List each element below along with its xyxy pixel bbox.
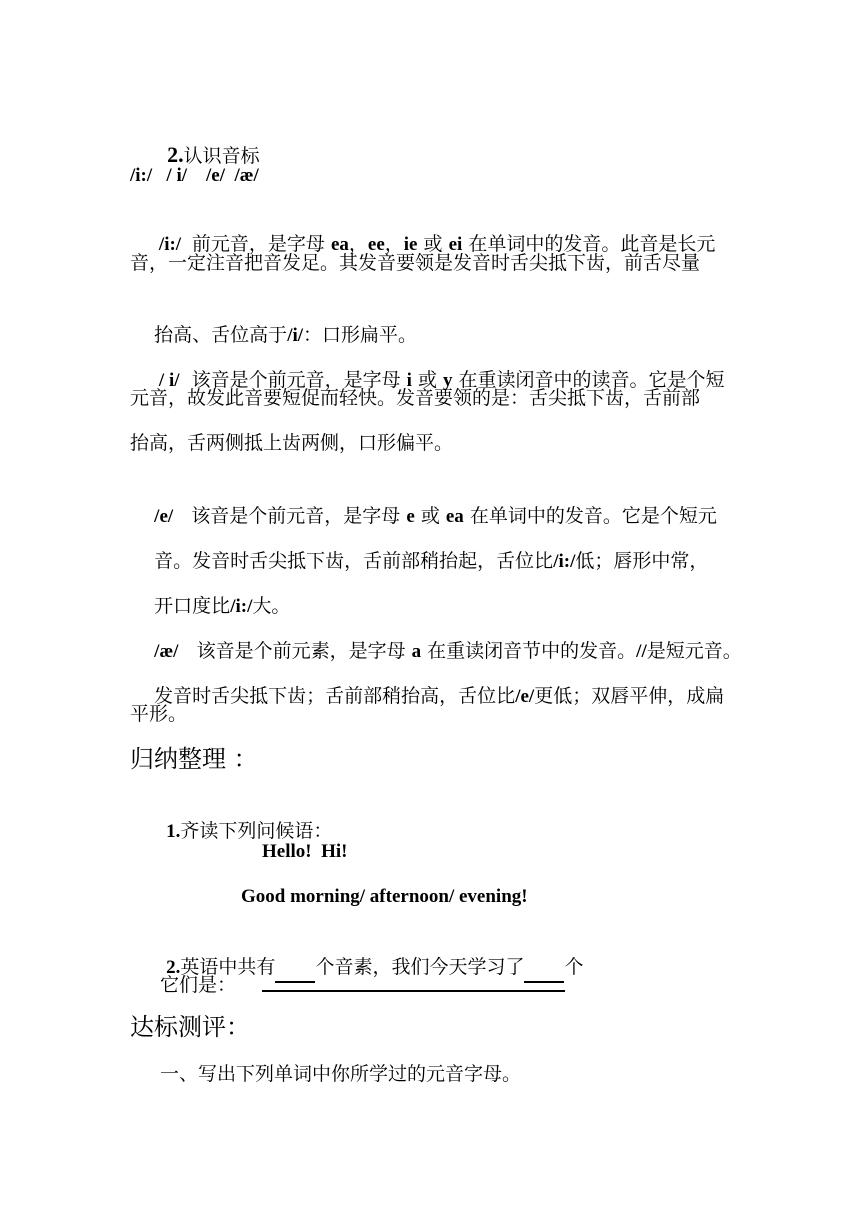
item-text: 齐读下列问候语：	[180, 820, 333, 842]
letter-i: i	[406, 370, 412, 391]
heading-text: 认识音标	[183, 145, 260, 167]
letter-a: a	[411, 641, 422, 662]
text: 更低；双唇平伸，成扁	[534, 685, 725, 707]
para-1-line-2: 音，一定注音把音发足。其发音要领是发音时舌尖抵下齿，前舌尽量	[130, 252, 701, 274]
text: 该音是个前元素，是字母	[178, 640, 412, 662]
symbol-i-long: /i:/	[230, 596, 253, 617]
para-2-line-2: 元音，故发此音要短促而轻快。发音要领的是：舌尖抵下齿，舌前部	[130, 387, 701, 409]
letters-ie: ie	[403, 234, 418, 255]
text: ，	[348, 233, 368, 255]
empty-symbol: //	[636, 641, 647, 662]
greeting-line-1: Hello! Hi!	[262, 841, 348, 862]
symbol-i-long: /i:/	[553, 551, 576, 572]
test-question-1: 一、写出下列单词中你所学过的元音字母。	[160, 1063, 522, 1085]
answer-line[interactable]	[262, 990, 565, 992]
para-2-line-3: 抬高，舌两侧抵上齿两侧，口形偏平。	[130, 432, 454, 454]
symbol-i: /i/	[287, 325, 304, 346]
text: 开口度比	[154, 595, 231, 617]
item-number: 1.	[166, 821, 181, 842]
text: 该音是个前元音，是字母	[173, 505, 407, 527]
text: 该音是个前元音，是字母	[179, 369, 407, 391]
symbol-ae: /æ/	[154, 641, 179, 662]
text: 大。	[252, 595, 291, 617]
para-4-line-2	[130, 656, 724, 737]
text: ：口形扁平。	[303, 324, 418, 346]
test-title: 达标测评：	[130, 1013, 250, 1041]
summary-item-2-answer-label: 它们是：	[160, 974, 237, 996]
letters-ei: ei	[448, 234, 463, 255]
letters-ea: ea	[330, 234, 349, 255]
letters-ea: ea	[445, 506, 464, 527]
summary-title: 归纳整理 ：	[130, 745, 258, 773]
text: 音。发音时舌尖抵下齿，舌前部稍抬起，舌位比	[154, 550, 554, 572]
text: ，	[384, 233, 404, 255]
heading-number: 2.	[167, 142, 184, 167]
para-4-line-3: 平形。	[130, 703, 188, 725]
item-text: 个	[564, 956, 584, 978]
letter-e: e	[406, 506, 415, 527]
text: 是短元音。	[646, 640, 742, 662]
symbol-e: /e/	[515, 686, 535, 707]
greeting-line-2: Good morning/ afternoon/ evening!	[241, 886, 528, 907]
item-number: 2.	[166, 957, 181, 978]
text: 或	[417, 233, 449, 255]
text: 或	[411, 369, 444, 391]
text: 低；唇形中常，	[575, 550, 709, 572]
text: 发音时舌尖抵下齿；舌前部稍抬高，舌位比	[154, 685, 516, 707]
letter-y: y	[443, 370, 453, 391]
item-text: 个音素，我们今天学习了	[315, 956, 525, 978]
symbol-i-short: / i/	[154, 370, 180, 391]
letters-ee: ee	[367, 234, 385, 255]
text: 抬高、舌位高于	[154, 324, 288, 346]
text: 前元音，是字母	[185, 233, 331, 255]
fill-blank-total[interactable]	[275, 954, 315, 983]
text: 在单词中的发音。它是个短元	[463, 505, 717, 527]
text: 在重读闭音节中的发音。	[421, 640, 637, 662]
text: 在单词中的发音。此音是长元	[462, 233, 716, 255]
text: 或	[414, 505, 446, 527]
phonetic-symbols: /i:/ / i/ /e/ /æ/	[130, 165, 259, 186]
fill-blank-learned[interactable]	[524, 954, 564, 983]
symbol-i-long: /i:/	[154, 234, 186, 255]
item-text: 英语中共有	[180, 956, 276, 978]
text: 在重读闭音中的读音。它是个短	[452, 369, 725, 391]
symbol-e: /e/	[154, 506, 174, 527]
